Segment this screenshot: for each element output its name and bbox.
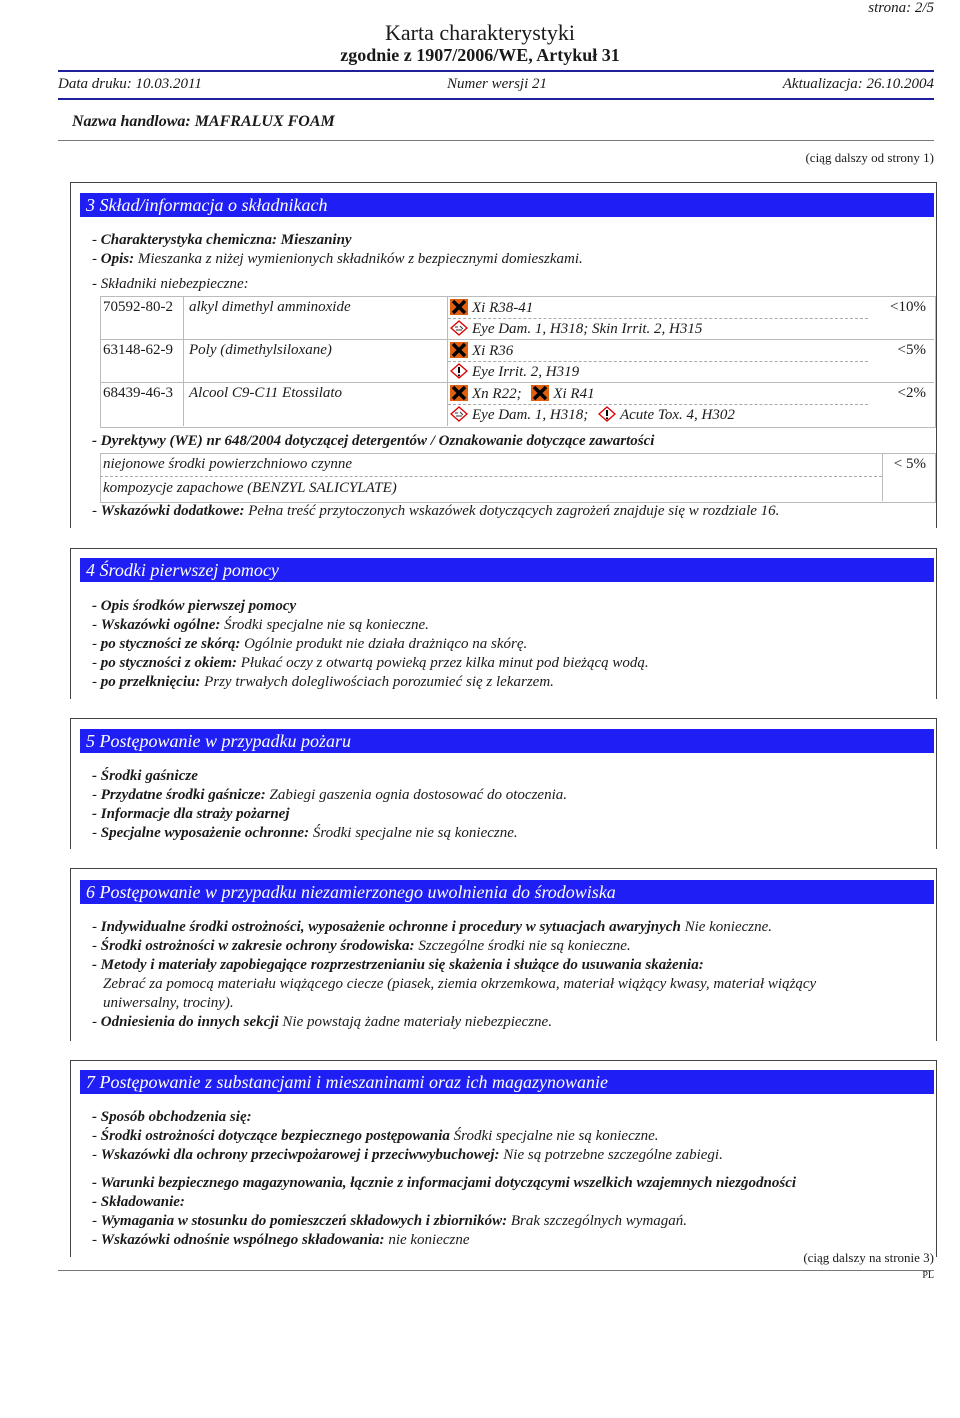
cas-number: 63148-62-9 <box>103 342 173 358</box>
cas-number: 70592-80-2 <box>103 299 173 315</box>
description: - Opis: Mieszanka z niżej wymienionych składników z bezpiecznymi domieszkami. <box>92 251 583 267</box>
table-divider <box>183 296 184 426</box>
first-aid-description: - Opis środków pierwszej pomocy <box>92 598 297 614</box>
document-subtitle: zgodnie z 1907/2006/WE, Artykuł 31 <box>340 45 620 65</box>
additional-info-text: Pełna treść przytoczonych wskazówek dotyczących zagrożeń znajduje się w rozdziale 16. <box>248 503 780 519</box>
description-text: Mieszanka z niżej wymienionych składników z bezpiecznymi domieszkami. <box>137 251 583 267</box>
table-dashed <box>100 476 882 477</box>
classification-h <box>450 406 735 424</box>
section-4-title: 4 Środki pierwszej pomocy <box>80 558 934 582</box>
chemical-characteristics-label: Charakterystyka chemiczna: Mieszaniny <box>100 232 352 248</box>
handling-label: Sposób obchodzenia się: <box>100 1109 252 1125</box>
classification-r-text: Xi R36 <box>472 343 514 359</box>
table-divider <box>882 453 883 501</box>
footer-rule <box>58 1270 934 1271</box>
containment-methods-text-2: uniwersalny, trociny). <box>103 995 234 1011</box>
classification-r <box>450 342 513 360</box>
hazardous-components-label: Składniki niebezpieczne: <box>100 276 249 292</box>
additional-info: - Wskazówki dodatkowe: Pełna treść przytoczonych wskazówek dotyczących zagrożeń znajduje się w rozdziale 16. <box>92 503 780 519</box>
safe-handling-text: Środki specjalne nie są konieczne. <box>453 1128 659 1144</box>
environmental-precautions-label: Środki ostrożności w zakresie ochrony środowiska: <box>100 938 415 954</box>
classification-r-text: Xi R41 <box>553 386 595 402</box>
classification-r <box>450 385 595 403</box>
section-7-title: 7 Postępowanie z substancjami i mieszaninami oraz ich magazynowanie <box>80 1070 934 1094</box>
language-code: PL <box>922 1270 934 1281</box>
fire-protection: - Wskazówki dla ochrony przeciwpożarowej i przeciwwybuchowej: Nie są potrzebne szczególne zabiegi. <box>92 1147 723 1163</box>
classification-h-text: Eye Irrit. 2, H319 <box>472 364 580 380</box>
storage: - Składowanie: <box>92 1194 185 1210</box>
handling: - Sposób obchodzenia się: <box>92 1109 252 1125</box>
general-advice-label: Wskazówki ogólne: <box>100 617 221 633</box>
additional-info-label: Wskazówki dodatkowe: <box>100 503 245 519</box>
section-6-title: 6 Postępowanie w przypadku niezamierzonego uwolnienia do środowiska <box>80 880 934 904</box>
fire-protection-label: Wskazówki dla ochrony przeciwpożarowej i przeciwwybuchowej: <box>100 1147 500 1163</box>
update-date: Aktualizacja: 26.10.2004 <box>782 76 934 92</box>
containment-methods: - Metody i materiały zapobiegające rozprzestrzenianiu się skażenia i służące do usuwania skażenia: <box>92 957 704 973</box>
ingestion-text: Przy trwałych dolegliwościach porozumieć się z lekarzem. <box>204 674 554 690</box>
storage-conditions: - Warunki bezpiecznego magazynowania, łącznie z informacjami dotyczącymi wszelkich wzajemnych niezgodności <box>92 1175 797 1191</box>
table-row-border <box>100 382 934 383</box>
section-3-title: 3 Skład/informacja o składnikach <box>80 193 934 217</box>
directives-label: Dyrektywy (WE) nr 648/2004 dotyczącej detergentów / Oznakowanie dotyczące zawartości <box>100 433 655 449</box>
general-advice-text: Środki specjalne nie są konieczne. <box>224 617 429 633</box>
trade-name: Nazwa handlowa: MAFRALUX FOAM <box>72 113 335 130</box>
general-advice: - Wskazówki ogólne: Środki specjalne nie są konieczne. <box>92 617 429 633</box>
extinguishing-media: - Środki gaśnicze <box>92 768 198 784</box>
classification-r-text: Xi R38-41 <box>472 300 534 316</box>
storage-requirements: - Wymagania w stosunku do pomieszczeń składowych i zbiorników: Brak szczególnych wymagań. <box>92 1213 688 1229</box>
hazard-x-icon <box>450 299 468 315</box>
classification-h-text: Eye Dam. 1, H318; Skin Irrit. 2, H315 <box>472 321 703 337</box>
fire-protection-text: Nie są potrzebne szczególne zabiegi. <box>503 1147 723 1163</box>
table-dashed <box>448 361 868 362</box>
nonionic-concentration: < 5% <box>893 456 926 472</box>
classification-h <box>450 320 702 338</box>
classification-r-text: Xn R22; <box>472 386 522 402</box>
table-dashed <box>448 404 868 405</box>
table-row <box>103 385 173 402</box>
suitable-media-text: Zabiegi gaszenia ognia dostosować do otoczenia. <box>269 787 567 803</box>
storage-label: Składowanie: <box>100 1194 185 1210</box>
first-aid-description-label: Opis środków pierwszej pomocy <box>100 598 297 614</box>
hazard-x-icon <box>450 385 468 401</box>
document-title: Karta charakterystyki <box>385 20 575 45</box>
hazardous-components: - Składniki niebezpieczne: <box>92 276 249 292</box>
exclamation-icon <box>598 406 616 422</box>
firefighter-info-label: Informacje dla straży pożarnej <box>100 806 290 822</box>
table-dashed <box>448 318 868 319</box>
header-rule-2 <box>58 98 934 100</box>
ingestion: - po przełknięciu: Przy trwałych dolegliwościach porozumieć się z lekarzem. <box>92 674 554 690</box>
description-label: Opis: <box>100 251 135 267</box>
nonionic-surfactants: niejonowe środki powierzchniowo czynne <box>103 456 352 472</box>
table-row <box>103 342 173 359</box>
personal-precautions: - Indywidualne środki ostrożności, wyposażenie ochronne i procedury w sytuacjach awaryjnych Nie konieczne. <box>92 919 773 935</box>
extinguishing-media-label: Środki gaśnicze <box>100 768 198 784</box>
references: - Odniesienia do innych sekcji Nie powstają żadne materiały niebezpieczne. <box>92 1014 552 1030</box>
eye-contact-text: Płukać oczy z otwartą powieką przez kilka minut pod bieżącą wodą. <box>240 655 649 671</box>
protective-equipment-text: Środki specjalne nie są konieczne. <box>312 825 518 841</box>
storage-conditions-label: Warunki bezpiecznego magazynowania, łącznie z informacjami dotyczącymi wszelkich wzajemnych niezgodności <box>100 1175 797 1191</box>
classification-h <box>450 363 579 381</box>
suitable-media-label: Przydatne środki gaśnicze: <box>100 787 266 803</box>
table-row-border <box>100 339 934 340</box>
containment-methods-text: Zebrać za pomocą materiału wiążącego ciecze (piasek, ziemia okrzemkowa, materiał wiążący kwasy, materiał wiążący <box>103 976 817 992</box>
skin-contact-label: po styczności ze skórą: <box>100 636 241 652</box>
chemical-characteristics: - Charakterystyka chemiczna: Mieszaniny <box>92 232 352 248</box>
firefighter-info: - Informacje dla straży pożarnej <box>92 806 290 822</box>
header-rule <box>58 70 934 72</box>
protective-equipment-label: Specjalne wyposażenie ochronne: <box>100 825 310 841</box>
environmental-precautions: - Środki ostrożności w zakresie ochrony środowiska: Szczególne środki nie są konieczne. <box>92 938 631 954</box>
version-number: Numer wersji 21 <box>447 76 548 92</box>
safe-handling-label: Środki ostrożności dotyczące bezpiecznego postępowania <box>100 1128 450 1144</box>
section-5-title: 5 Postępowanie w przypadku pożaru <box>80 729 934 753</box>
concentration: <10% <box>890 299 926 315</box>
eye-contact: - po styczności z okiem: Płukać oczy z otwartą powieką przez kilka minut pod bieżącą wodą. <box>92 655 649 671</box>
component-name: Alcool C9-C11 Etossilato <box>189 385 343 401</box>
concentration: <2% <box>897 385 926 401</box>
concentration: <5% <box>897 342 926 358</box>
references-label: Odniesienia do innych sekcji <box>100 1014 279 1030</box>
continued-from: (ciąg dalszy od strony 1) <box>805 150 934 165</box>
personal-precautions-text: Nie konieczne. <box>684 919 773 935</box>
classification-h-text: Eye Dam. 1, H318; <box>472 407 589 423</box>
component-name: Poly (dimethylsiloxane) <box>189 342 332 358</box>
common-storage-label: Wskazówki odnośnie wspólnego składowania: <box>100 1232 385 1248</box>
continued-to: (ciąg dalszy na stronie 3) <box>803 1250 934 1265</box>
ingestion-label: po przełknięciu: <box>100 674 201 690</box>
safe-handling: - Środki ostrożności dotyczące bezpiecznego postępowania Środki specjalne nie są konieczne. <box>92 1128 659 1144</box>
storage-requirements-label: Wymagania w stosunku do pomieszczeń składowych i zbiorników: <box>100 1213 508 1229</box>
hazard-x-icon <box>531 385 549 401</box>
table-row <box>103 299 173 316</box>
references-text: Nie powstają żadne materiały niebezpieczne. <box>282 1014 552 1030</box>
corrosion-icon <box>450 406 468 422</box>
cas-number: 68439-46-3 <box>103 385 173 401</box>
corrosion-icon <box>450 320 468 336</box>
personal-precautions-label: Indywidualne środki ostrożności, wyposażenie ochronne i procedury w sytuacjach awaryjnych <box>100 919 681 935</box>
skin-contact: - po styczności ze skórą: Ogólnie produkt nie działa drażniąco na skórę. <box>92 636 528 652</box>
directives: - Dyrektywy (WE) nr 648/2004 dotyczącej detergentów / Oznakowanie dotyczące zawartości <box>92 433 655 449</box>
storage-requirements-text: Brak szczególnych wymagań. <box>510 1213 688 1229</box>
fragrance: kompozycje zapachowe (BENZYL SALICYLATE) <box>103 480 397 496</box>
classification-r <box>450 299 533 317</box>
skin-contact-text: Ogólnie produkt nie działa drażniąco na skórę. <box>244 636 528 652</box>
exclamation-icon <box>450 363 468 379</box>
component-name: alkyl dimethyl amminoxide <box>189 299 351 315</box>
page-number: strona: 2/5 <box>868 0 934 16</box>
common-storage-text: nie konieczne <box>388 1232 470 1248</box>
common-storage: - Wskazówki odnośnie wspólnego składowania: nie konieczne <box>92 1232 470 1248</box>
hazard-x-icon <box>450 342 468 358</box>
suitable-media: - Przydatne środki gaśnicze: Zabiegi gaszenia ognia dostosować do otoczenia. <box>92 787 567 803</box>
eye-contact-label: po styczności z okiem: <box>100 655 237 671</box>
trade-name-rule <box>58 140 934 141</box>
environmental-precautions-text: Szczególne środki nie są konieczne. <box>418 938 631 954</box>
classification-h-text: Acute Tox. 4, H302 <box>619 407 735 423</box>
protective-equipment: - Specjalne wyposażenie ochronne: Środki specjalne nie są konieczne. <box>92 825 518 841</box>
print-date: Data druku: 10.03.2011 <box>58 76 202 92</box>
containment-methods-label: Metody i materiały zapobiegające rozprzestrzenianiu się skażenia i służące do usuwania skażenia: <box>100 957 704 973</box>
